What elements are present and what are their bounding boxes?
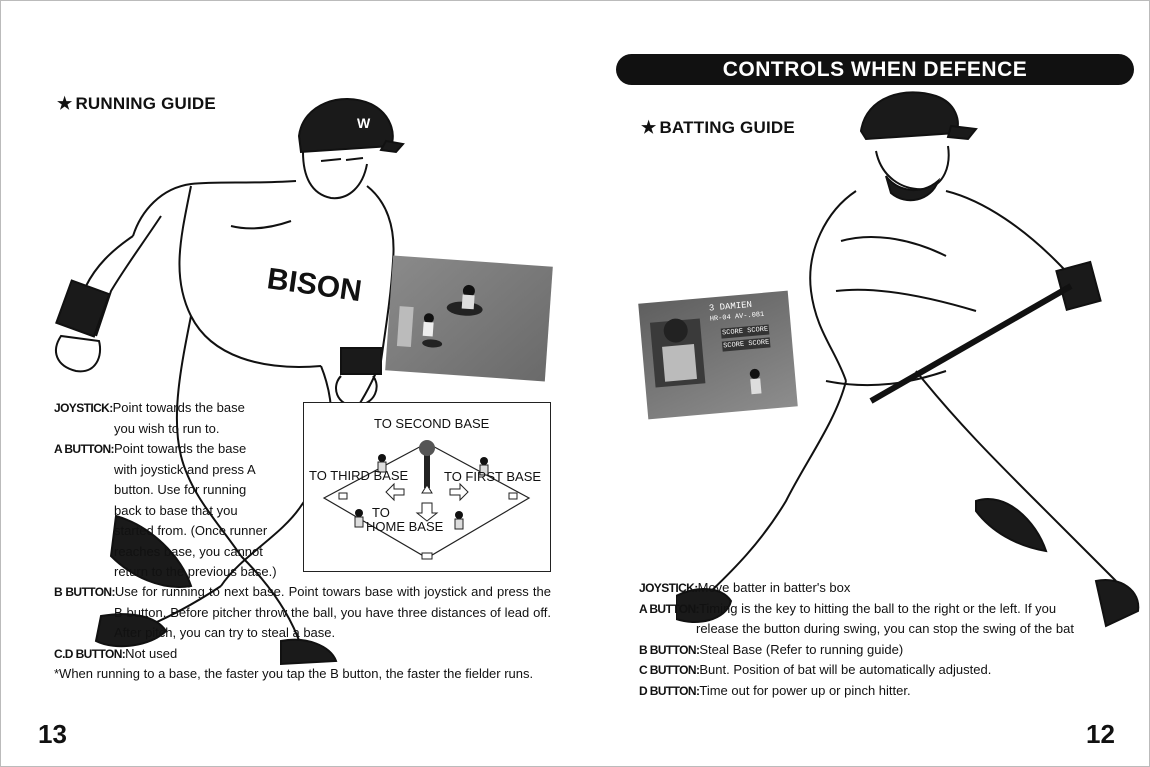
running-guide-heading: ★ RUNNING GUIDE — [57, 94, 216, 113]
a-button-row: A BUTTON:Point towards the base — [54, 441, 247, 456]
running-note: *When running to a base, the faster you tap the B button, the faster the fielder runs. — [54, 666, 534, 681]
b-button-row: B BUTTON:Use for running to next base. Point towars base with joystick and press the B button. Before pitcher throw the ball, you have three distances of lead off. After pitch, you can try to steal a base. — [54, 584, 551, 640]
hud-stats: HR-04 AV-.081 — [709, 310, 765, 324]
label-to-home-1: TO — [372, 505, 390, 520]
batting-guide-heading: ★ BATTING GUIDE — [641, 118, 795, 137]
a-button-row: A BUTTON:Timing is the key to hitting the ball to the right or the left. If you — [639, 600, 1057, 616]
label-to-first: TO FIRST BASE — [444, 469, 542, 484]
jersey-text: BISON — [265, 262, 364, 309]
joystick-row: JOYSTICK:Point towards the base — [54, 400, 245, 415]
label-to-third: TO THIRD BASE — [309, 468, 409, 483]
label-to-second: TO SECOND BASE — [374, 416, 490, 431]
star-icon: ★ — [57, 94, 73, 113]
label-to-home-2: HOME BASE — [366, 519, 444, 534]
base-direction-diagram — [303, 402, 551, 572]
game-screen-batting — [638, 291, 798, 420]
running-controls-upper: JOYSTICK:Point towards the base you wish to run to. A BUTTON:Point towards the base with joystick and press A button. Use for running back to base that you started from. (Once runner reaches base, you cannot return to the previous base.) — [54, 398, 284, 583]
hud-score-1: SCORE SCORE — [721, 325, 769, 338]
page-number-right: 12 — [1086, 719, 1115, 749]
page-number-left: 13 — [38, 719, 67, 749]
controls-banner: CONTROLS WHEN DEFENCE — [616, 54, 1134, 85]
running-controls-lower — [54, 582, 551, 685]
hud-player-name: 3 DAMIEN — [708, 299, 753, 314]
fielders-sprites — [385, 256, 553, 382]
hud-score-2: SCORE SCORE — [722, 338, 770, 351]
left-page — [1, 1, 576, 766]
c-button-row: C BUTTON:Bunt. Position of bat will be automatically adjusted. — [639, 662, 992, 677]
b-button-row: B BUTTON:Steal Base (Refer to running guide) — [639, 641, 904, 657]
cd-button-row: C.D BUTTON:Not used — [54, 645, 178, 661]
right-page — [576, 1, 1149, 766]
star-icon: ★ — [641, 118, 657, 137]
d-button-row: D BUTTON:Time out for power up or pinch hitter. — [639, 682, 911, 698]
helmet-logo: W — [357, 115, 371, 131]
joystick-row: JOYSTICK:Move batter in batter's box — [639, 580, 851, 595]
game-screen-running — [385, 256, 553, 382]
batting-controls: JOYSTICK:Move batter in batter's box A BUTTON:Timing is the key to hitting the ball to the right or the left. If you release the button during swing, you can stop the swing of the bat B BUTTON:Steal Base (Refer to running guide) C BUTTON:Bunt. Position of bat will be automatically adjusted. D BUTTON:Time out for power up or pinch hitter. — [639, 578, 1119, 701]
